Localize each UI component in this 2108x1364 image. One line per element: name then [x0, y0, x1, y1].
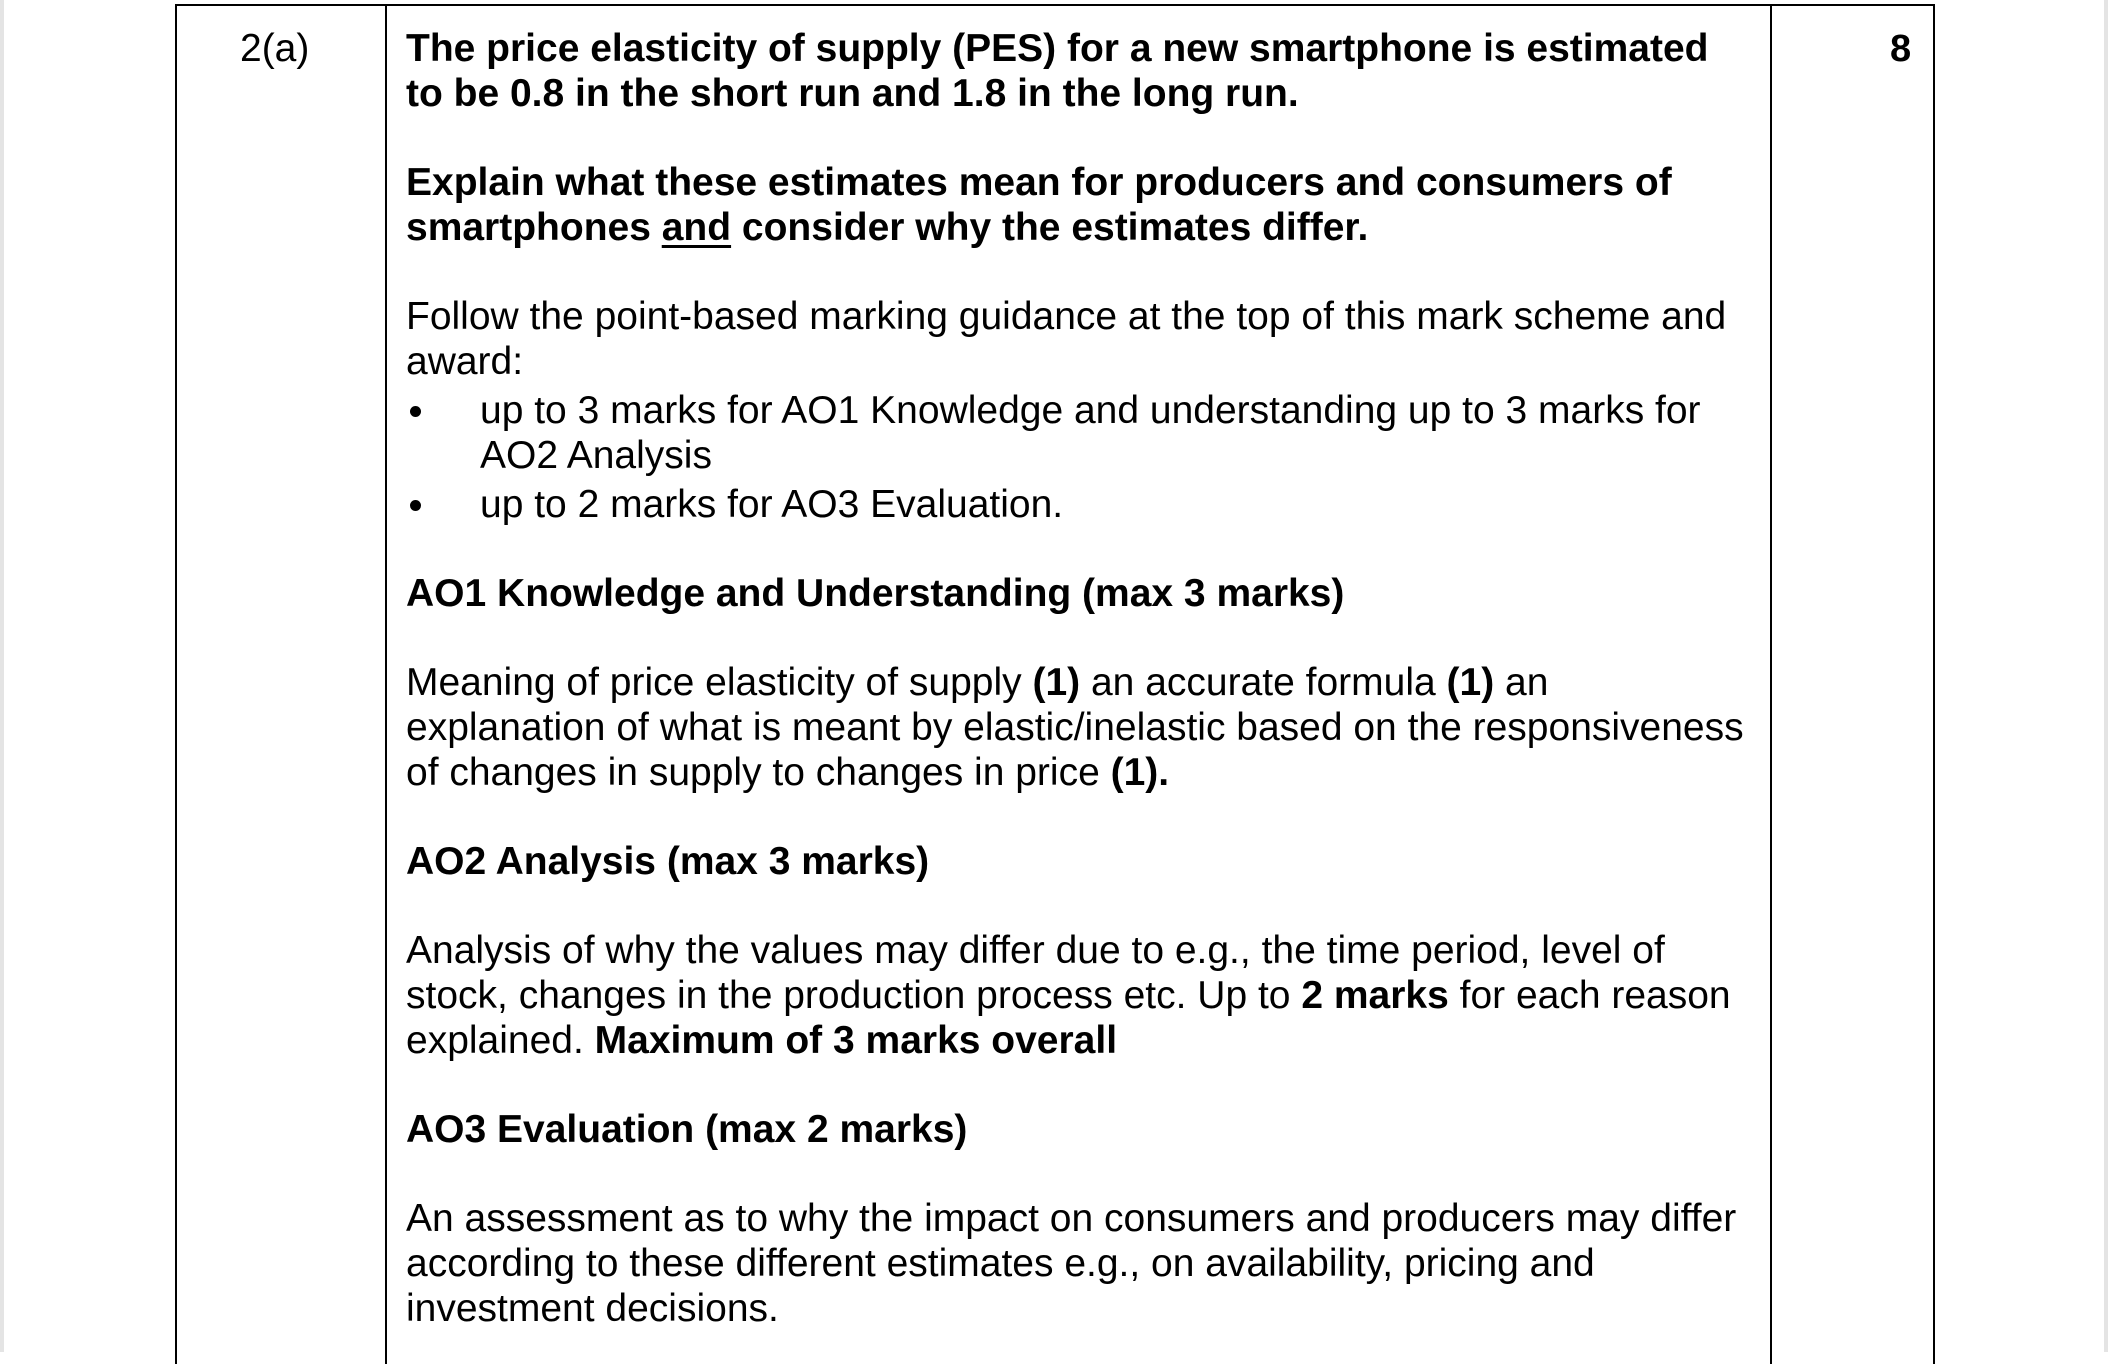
marks-value: 8 [1890, 28, 1912, 70]
ao3-heading: AO3 Evaluation (max 2 marks) [406, 1108, 968, 1151]
ao2-bold-part: Maximum of 3 marks overall [594, 1019, 1118, 1062]
page-edge-left [0, 0, 4, 1352]
ao1-mark: (1) [1446, 661, 1495, 704]
column-divider-marks [1770, 4, 1772, 1364]
ao1-heading: AO1 Knowledge and Understanding (max 3 marks) [406, 572, 1345, 615]
guidance-bullet-text: up to 3 marks for AO1 Knowledge and understanding up to 3 marks for AO2 Analysis [480, 389, 1701, 477]
ao2-text-part: for each reason explained. [406, 974, 1731, 1062]
guidance-bullet-list [406, 388, 1756, 527]
question-number: 2(a) [240, 27, 310, 70]
page-edge-right [2104, 0, 2108, 1352]
instruction-text-2: consider why the estimates differ. [731, 206, 1369, 249]
ao1-text [406, 660, 1756, 795]
instruction-underlined-word: and [661, 206, 732, 249]
ao1-mark: (1) [1032, 661, 1081, 704]
answer-guidance-cell [406, 26, 1756, 1331]
bullet-icon [410, 500, 421, 511]
ao2-heading: AO2 Analysis (max 3 marks) [406, 840, 930, 883]
ao2-text-part: Analysis of why the values may differ due to e.g., the time period, level of stock, changes in the production process etc. Up to [406, 929, 1665, 1017]
guidance-bullet-text: up to 2 marks for AO3 Evaluation. [480, 483, 1064, 526]
question-instruction [406, 160, 1756, 250]
column-divider-question [385, 4, 387, 1364]
ao2-text [406, 928, 1756, 1063]
ao3-text: An assessment as to why the impact on consumers and producers may differ according to these different estimates e.g., on availability, pricing and investment decisions. [406, 1197, 1737, 1330]
ao1-text-part: an explanation of what is meant by elastic/inelastic based on the responsiveness of changes in supply to changes in price [406, 661, 1744, 794]
guidance-intro: Follow the point-based marking guidance at the top of this mark scheme and award: [406, 295, 1727, 383]
guidance-bullet [406, 482, 1756, 527]
instruction-text-1: Explain what these estimates mean for producers and consumers of smartphones [406, 161, 1672, 249]
bullet-icon [410, 406, 421, 417]
ao2-bold-part: 2 marks [1301, 974, 1449, 1017]
ao1-text-part: Meaning of price elasticity of supply [406, 661, 1033, 704]
ao1-text-part: an accurate formula [1080, 661, 1447, 704]
guidance-bullet [406, 388, 1756, 478]
question-stem: The price elasticity of supply (PES) for a new smartphone is estimated to be 0.8 in the short run and 1.8 in the long run. [406, 27, 1709, 115]
ao1-mark: (1). [1110, 751, 1170, 794]
